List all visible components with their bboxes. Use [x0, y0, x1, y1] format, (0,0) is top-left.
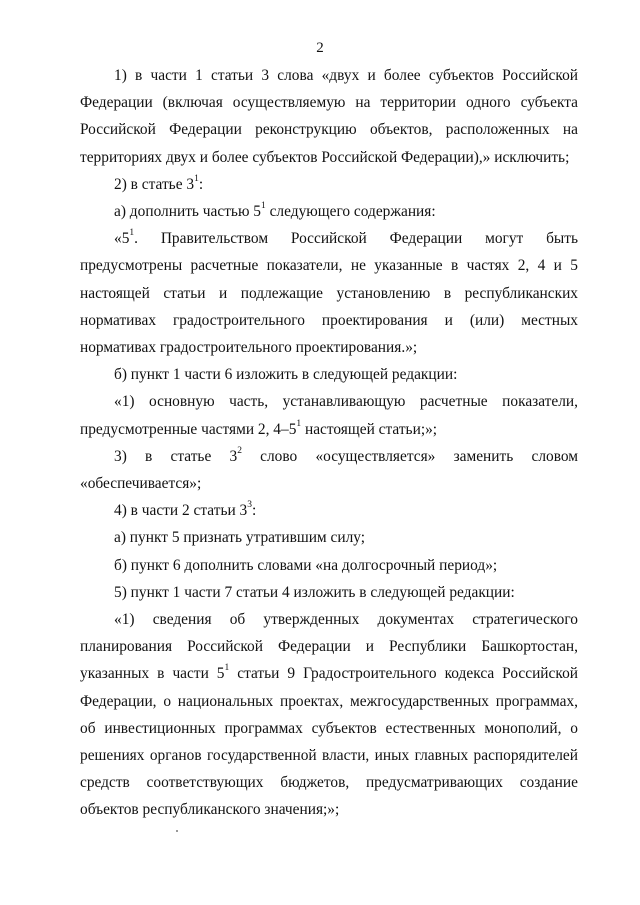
- paragraph-5: [80, 361, 578, 388]
- paragraph-text: «1) сведения об утвержденных документах стратегического планирования Российской Федерации и Республики Башкортостан, указанных в части 5: [80, 611, 578, 683]
- paragraph-text: статьи 9 Градостроительного кодекса Российской Федерации, о национальных проектах, межгосударственных программах, об инвестиционных программах субъектов естественных монополий, о решениях органов государственной власти, иных главных распорядителей средств соответствующих бюджетов, предусматривающих создание объектов республиканского значения;»;: [80, 665, 579, 819]
- paragraph-text: :: [198, 175, 204, 193]
- paragraph-text: б) пункт 6 дополнить словами «на долгосрочный период»;: [114, 556, 498, 574]
- paragraph-3: [80, 198, 578, 225]
- paragraph-text: :: [252, 502, 257, 520]
- paragraph-text: а) дополнить частью 5: [114, 203, 261, 221]
- paragraph-7: [80, 443, 578, 497]
- paragraph-text: а) пункт 5 признать утратившим силу;: [114, 529, 366, 547]
- paragraph-text: 3) в статье 3: [114, 447, 238, 465]
- paragraph-9: [80, 524, 578, 551]
- paragraph-text: «1) основную часть, устанавливающую расчетные показатели, предусмотренные частями 2, 4–5: [80, 393, 578, 438]
- paragraph-10: [80, 552, 578, 579]
- superscript-index: 3: [247, 500, 252, 511]
- paragraph-text: б) пункт 1 части 6 изложить в следующей редакции:: [114, 366, 458, 384]
- paragraph-text: «5: [114, 230, 130, 248]
- paragraph-1: [80, 62, 578, 171]
- paragraph-2: [80, 171, 578, 198]
- superscript-index: 1: [194, 173, 199, 184]
- superscript-index: 1: [296, 418, 302, 429]
- scan-speck: [176, 830, 178, 832]
- paragraph-text: 4) в части 2 статьи 3: [114, 502, 248, 520]
- paragraph-8: [80, 497, 578, 524]
- paragraph-text: . Правительством Российской Федерации могут быть предусмотрены расчетные показатели, не указанные в частях 2, 4 и 5 настоящей статьи и подлежащие установлению в республиканских нормативах градостроительного проектирования и (или) местных нормативах градостроительного проектирования.»;: [80, 230, 578, 357]
- paragraph-text: слово «осуществляется» заменить словом «обеспечивается»;: [80, 447, 578, 493]
- superscript-index: 2: [237, 445, 242, 456]
- superscript-index: 1: [224, 663, 230, 674]
- paragraph-text: 1) в части 1 статьи 3 слова «двух и более субъектов Российской Федерации (включая осуществляемую на территории одного субъекта Российской Федерации реконструкцию объектов, расположенных на территориях двух и более субъектов Российской Федерации),» исключить;: [80, 67, 578, 166]
- paragraph-12: [80, 606, 578, 824]
- page-number: 2: [316, 40, 324, 56]
- superscript-index: 1: [261, 200, 266, 211]
- paragraph-text: настоящей статьи;»;: [301, 420, 438, 438]
- paragraph-4: [80, 225, 578, 361]
- paragraph-6: [80, 388, 578, 442]
- document-body: [80, 62, 578, 824]
- paragraph-text: 5) пункт 1 части 7 статьи 4 изложить в следующей редакции:: [114, 583, 515, 601]
- paragraph-11: [80, 579, 578, 606]
- paragraph-text: 2) в статье 3: [114, 175, 195, 193]
- superscript-index: 1: [129, 228, 135, 239]
- paragraph-text: следующего содержания:: [265, 203, 436, 221]
